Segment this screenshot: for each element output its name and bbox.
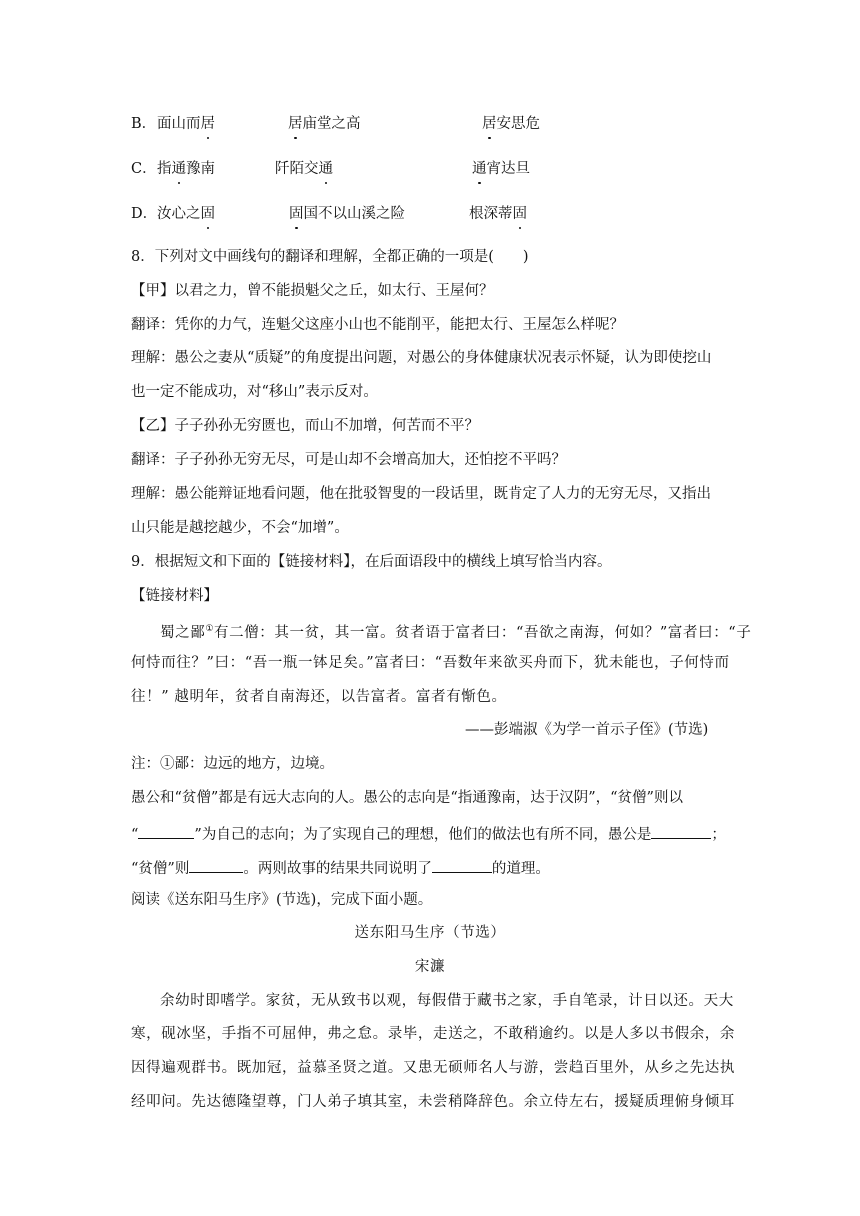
option-b-label: B． (131, 116, 157, 132)
emphasis-char: 固 (200, 206, 215, 222)
q8-stem: 8．下列对文中画线句的翻译和理解，全都正确的一项是( ) (131, 249, 529, 265)
answer-blank-2[interactable] (651, 822, 711, 839)
emphasis-char: 固 (289, 206, 304, 222)
option-c-label: C． (131, 161, 157, 177)
option-d-phrase-1: 汝心之固 (157, 206, 215, 222)
reading-line-1: 余幼时即嗜学。家贫，无从致书以观，每假借于藏书之家，手自笔录，计日以还。天大 (160, 993, 734, 1009)
option-d-phrase-2: 固国不以山溪之险 (289, 206, 405, 222)
q8-jia-understanding-1: 理解：愚公之妻从“质疑”的角度提出问题，对愚公的身体健康状况表示怀疑，认为即使挖山 (131, 350, 712, 366)
fill-line-2: “ ”为自己的志向；为了实现自己的理想，他们的做法也有所不同，愚公是 ； (131, 822, 726, 845)
option-c-phrase-1: 指通豫南 (157, 161, 215, 177)
emphasis-char: 居 (288, 116, 303, 132)
option-d-phrase-3: 根深蒂固 (469, 206, 527, 222)
option-b-phrase-2: 居庙堂之高 (288, 116, 361, 132)
q8-jia-translation: 翻译：凭你的力气，连魁父这座小山也不能削平，能把太行、王屋怎么样呢？ (131, 317, 624, 333)
emphasis-char: 居 (482, 116, 497, 132)
option-c-phrase-3: 通宵达旦 (472, 161, 530, 177)
emphasis-char: 通 (318, 161, 333, 177)
q8-yi-understanding-1: 理解：愚公能辩证地看问题，他在批驳智叟的一段话里，既肯定了人力的无穷无尽，又指出 (131, 486, 711, 502)
answer-blank-3[interactable] (189, 856, 243, 873)
link-material-line-3: 往！” 越明年，贫者自南海还，以告富者。富者有惭色。 (131, 689, 507, 705)
q8-yi (131, 416, 479, 436)
link-material-source: ——彭端淑《为学一首示子侄》(节选) (465, 722, 709, 738)
q8-jia-sentence: 以君之力，曾不能损魁父之丘，如太行、王屋何？ (174, 283, 494, 299)
footnote-marker: ① (205, 624, 214, 634)
link-material-line-1: 蜀之鄙①有二僧：其一贫，其一富。贫者语于富者曰：“吾欲之南海，何如？”富者曰：“子 (160, 624, 752, 641)
option-b-phrase-1: 面山而居 (157, 116, 215, 132)
reading-intro: 阅读《送东阳马生序》(节选)，完成下面小题。 (131, 892, 433, 908)
answer-blank-4[interactable] (432, 856, 492, 873)
option-d-label: D． (131, 206, 158, 222)
reading-line-3: 因得遍观群书。既加冠，益慕圣贤之道。又患无硕师名人与游，尝趋百里外，从乡之先达执 (131, 1060, 735, 1076)
footnote: 注：①鄙：边远的地方，边境。 (131, 756, 334, 772)
q9-stem: 9．根据短文和下面的【链接材料】，在后面语段中的横线上填写恰当内容。 (131, 554, 612, 570)
reading-line-4: 经叩问。先达德隆望尊，门人弟子填其室，未尝稍降辞色。余立侍左右，援疑质理俯身倾耳 (131, 1094, 735, 1110)
fill-line-1: 愚公和“贫僧”都是有远大志向的人。愚公的志向是“指通豫南，达于汉阴”，“贫僧”则以 (131, 790, 683, 806)
reading-line-2: 寒，砚冰坚，手指不可屈伸，弗之怠。录毕，走送之，不敢稍逾约。以是人多以书假余，余 (131, 1026, 735, 1042)
q8-yi-understanding-2: 山只能是越挖越少，不会“加增”。 (131, 520, 349, 536)
fill-line-3: “贫僧”则 。两则故事的结果共同说明了 的道理。 (131, 856, 550, 879)
q8-yi-label: 【乙】 (131, 418, 175, 434)
reading-author: 宋濂 (414, 959, 446, 975)
emphasis-char: 通 (171, 161, 186, 177)
link-material-title: 【链接材料】 (131, 588, 218, 604)
q8-jia (131, 281, 494, 301)
option-b-phrase-3: 居安思危 (482, 116, 540, 132)
q8-jia-understanding-2: 也一定不能成功，对“移山”表示反对。 (131, 384, 378, 400)
link-material-line-2: 何恃而往？”曰：“吾一瓶一钵足矣。”富者曰：“吾数年来欲买舟而下，犹未能也，子何恃而 (131, 655, 730, 671)
answer-blank-1[interactable] (138, 822, 194, 839)
option-c-phrase-2: 阡陌交通 (275, 161, 333, 177)
q8-jia-label: 【甲】 (131, 283, 175, 299)
q8-yi-sentence: 子子孙孙无穷匮也，而山不加增，何苦而不平？ (174, 418, 479, 434)
emphasis-char: 通 (472, 161, 487, 177)
emphasis-char: 居 (200, 116, 215, 132)
emphasis-char: 固 (512, 206, 527, 222)
reading-title: 送东阳马生序（节选） (354, 925, 506, 941)
q8-yi-translation: 翻译：子子孙孙无穷无尽，可是山却不会增高加大，还怕挖不平吗？ (131, 452, 566, 468)
